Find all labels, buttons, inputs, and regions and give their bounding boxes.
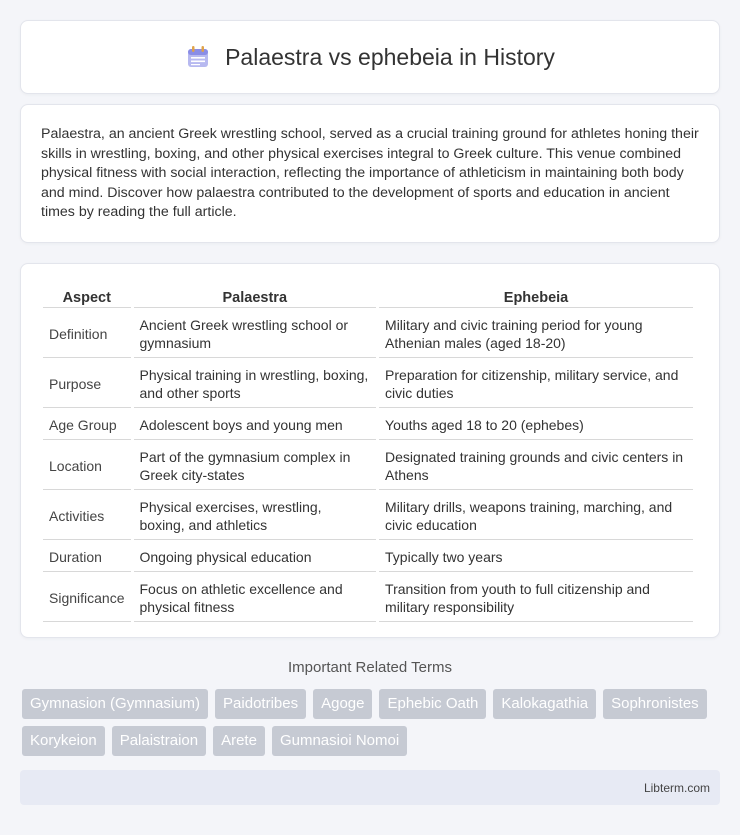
- row-ephebeia: Youths aged 18 to 20 (ephebes): [379, 410, 693, 440]
- term-tag-kalokagathia[interactable]: Kalokagathia: [493, 689, 596, 719]
- row-aspect: Significance: [43, 574, 131, 622]
- row-ephebeia: Military drills, weapons training, marching, and civic education: [379, 492, 693, 540]
- term-tag-ephebic-oath[interactable]: Ephebic Oath: [379, 689, 486, 719]
- term-tag-gumnasioi-nomoi[interactable]: Gumnasioi Nomoi: [272, 726, 407, 756]
- row-ephebeia: Military and civic training period for young Athenian males (aged 18-20): [379, 310, 693, 358]
- footer: [20, 770, 720, 805]
- term-tag-gymnasion[interactable]: Gymnasion (Gymnasium): [22, 689, 208, 719]
- row-palaestra: Adolescent boys and young men: [134, 410, 377, 440]
- row-ephebeia: Designated training grounds and civic centers in Athens: [379, 442, 693, 490]
- table-row: [43, 574, 693, 622]
- row-palaestra: Focus on athletic excellence and physical fitness: [134, 574, 377, 622]
- term-tag-paidotribes[interactable]: Paidotribes: [215, 689, 306, 719]
- intro-card: [20, 104, 720, 243]
- column-header-palaestra: Palaestra: [134, 286, 377, 308]
- row-palaestra: Ancient Greek wrestling school or gymnasium: [134, 310, 377, 358]
- table-row: [43, 360, 693, 408]
- term-tag-palaistraion[interactable]: Palaistraion: [112, 726, 206, 756]
- column-header-ephebeia: Ephebeia: [379, 286, 693, 308]
- row-ephebeia: Typically two years: [379, 542, 693, 572]
- row-palaestra: Ongoing physical education: [134, 542, 377, 572]
- row-aspect: Definition: [43, 310, 131, 358]
- row-ephebeia: Transition from youth to full citizenship and military responsibility: [379, 574, 693, 622]
- row-aspect: Activities: [43, 492, 131, 540]
- column-header-aspect: Aspect: [43, 286, 131, 308]
- footer-site-link[interactable]: Libterm.com: [643, 780, 710, 795]
- comparison-table: [40, 284, 696, 624]
- term-tag-agoge[interactable]: Agoge: [313, 689, 372, 719]
- table-row: [43, 492, 693, 540]
- comparison-table-card: [20, 263, 720, 638]
- title-card: [20, 20, 720, 94]
- row-palaestra: Physical training in wrestling, boxing, and other sports: [134, 360, 377, 408]
- term-tag-korykeion[interactable]: Korykeion: [22, 726, 105, 756]
- table-header-row: [43, 286, 693, 308]
- term-tag-sophronistes[interactable]: Sophronistes: [603, 689, 707, 719]
- term-tag-arete[interactable]: Arete: [213, 726, 265, 756]
- calendar-icon: [185, 44, 211, 70]
- row-aspect: Age Group: [43, 410, 131, 440]
- related-terms-list: [22, 689, 722, 756]
- table-row: [43, 310, 693, 358]
- row-aspect: Duration: [43, 542, 131, 572]
- table-row: [43, 442, 693, 490]
- row-ephebeia: Preparation for citizenship, military service, and civic duties: [379, 360, 693, 408]
- row-aspect: Location: [43, 442, 131, 490]
- row-aspect: Purpose: [43, 360, 131, 408]
- table-row: [43, 410, 693, 440]
- row-palaestra: Part of the gymnasium complex in Greek city-states: [134, 442, 377, 490]
- table-row: [43, 542, 693, 572]
- intro-text: Palaestra, an ancient Greek wrestling school, served as a crucial training ground for athletes honing their skills in wrestling, boxing, and other physical exercises integral to Greek culture. This venue combined physical fitness with social interaction, reflecting the importance of athleticism in maintaining both body and mind. Discover how palaestra contributed to the development of sports and education in ancient times by reading the full article.: [41, 126, 699, 221]
- row-palaestra: Physical exercises, wrestling, boxing, and athletics: [134, 492, 377, 540]
- related-terms-heading: Important Related Terms: [288, 659, 452, 676]
- page-title: Palaestra vs ephebeia in History: [225, 43, 555, 70]
